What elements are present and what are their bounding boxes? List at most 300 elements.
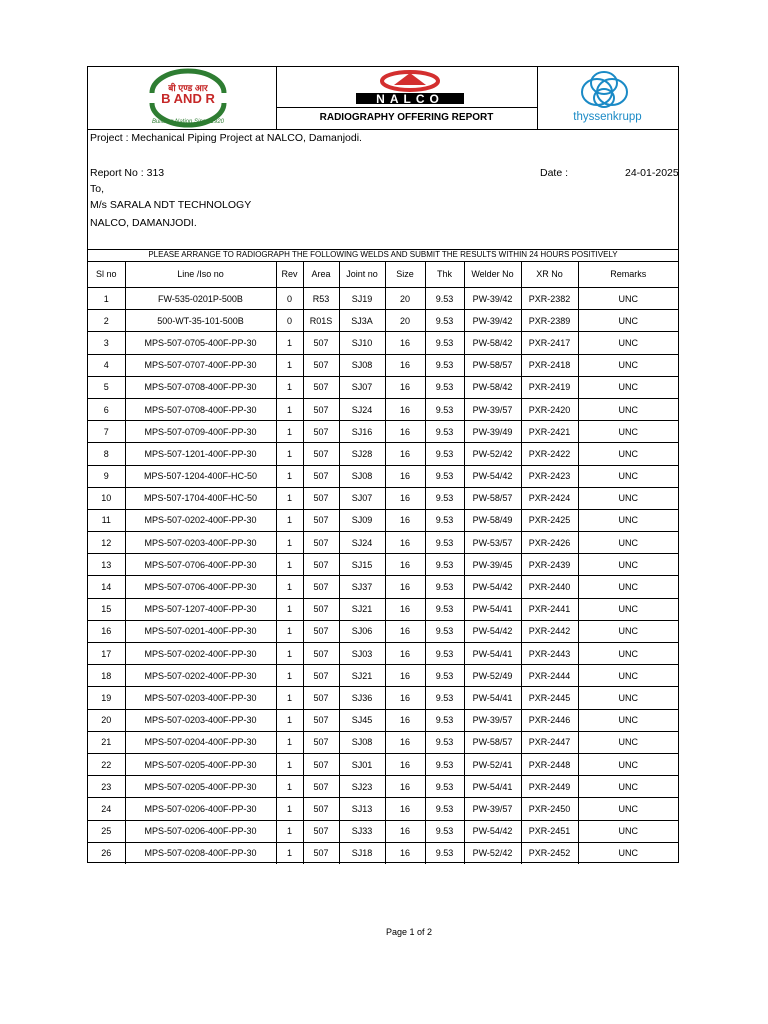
table-cell: PW-58/57 — [464, 487, 521, 509]
table-row — [88, 753, 678, 775]
table-row — [88, 443, 678, 465]
table-cell: 507 — [303, 576, 339, 598]
report-number: Report No : 313 — [90, 167, 165, 179]
table-cell: 9 — [88, 465, 125, 487]
table-cell: MPS-507-0205-400F-PP-30 — [125, 776, 276, 798]
table-cell: 9.53 — [425, 842, 464, 864]
table-cell: SJ16 — [339, 421, 385, 443]
table-cell: 3 — [88, 332, 125, 354]
table-cell: 1 — [276, 509, 303, 531]
table-cell: 16 — [385, 709, 425, 731]
table-cell: MPS-507-0204-400F-PP-30 — [125, 731, 276, 753]
table-cell: UNC — [578, 842, 678, 864]
table-cell: SJ08 — [339, 354, 385, 376]
project-line: Project : Mechanical Piping Project at NALCO, Damanjodi. — [90, 132, 362, 144]
table-row — [88, 376, 678, 398]
table-cell: 507 — [303, 753, 339, 775]
table-cell: PXR-2419 — [521, 376, 578, 398]
table-cell: 16 — [88, 620, 125, 642]
table-cell: SJ33 — [339, 820, 385, 842]
table-row — [88, 643, 678, 665]
table-cell: 507 — [303, 598, 339, 620]
table-cell: PXR-2417 — [521, 332, 578, 354]
table-cell: SJ10 — [339, 332, 385, 354]
table-row — [88, 332, 678, 354]
table-row — [88, 842, 678, 864]
table-cell: 9.53 — [425, 620, 464, 642]
table-cell: 16 — [385, 532, 425, 554]
table-cell: MPS-507-0709-400F-PP-30 — [125, 421, 276, 443]
table-cell: 1 — [276, 354, 303, 376]
table-cell: 1 — [276, 643, 303, 665]
table-cell: 9.53 — [425, 487, 464, 509]
table-cell: PXR-2382 — [521, 288, 578, 310]
table-cell: SJ06 — [339, 620, 385, 642]
table-row — [88, 820, 678, 842]
table-cell: 4 — [88, 354, 125, 376]
table-cell: 507 — [303, 842, 339, 864]
table-cell: PW-39/42 — [464, 310, 521, 332]
report-sheet — [87, 66, 679, 863]
table-row — [88, 709, 678, 731]
table-cell: MPS-507-0708-400F-PP-30 — [125, 398, 276, 420]
table-cell: 507 — [303, 443, 339, 465]
table-cell: 12 — [88, 532, 125, 554]
table-cell: 507 — [303, 465, 339, 487]
table-cell: PW-58/57 — [464, 731, 521, 753]
table-cell: 16 — [385, 332, 425, 354]
table-row — [88, 310, 678, 332]
table-cell: PW-39/57 — [464, 398, 521, 420]
table-cell: MPS-507-1204-400F-HC-50 — [125, 465, 276, 487]
table-cell: MPS-507-0203-400F-PP-30 — [125, 687, 276, 709]
table-cell: 1 — [276, 709, 303, 731]
table-cell: SJ28 — [339, 443, 385, 465]
table-cell: SJ08 — [339, 465, 385, 487]
table-cell: 507 — [303, 398, 339, 420]
table-cell: 24 — [88, 798, 125, 820]
table-cell: R53 — [303, 288, 339, 310]
bandr-hindi: बी एण्ड आर — [168, 83, 208, 93]
table-cell: 1 — [276, 598, 303, 620]
table-cell: SJ21 — [339, 598, 385, 620]
table-cell: MPS-507-0202-400F-PP-30 — [125, 509, 276, 531]
table-cell: 15 — [88, 598, 125, 620]
bandr-logo-cell — [88, 67, 277, 129]
table-cell: 9.53 — [425, 709, 464, 731]
table-cell: UNC — [578, 776, 678, 798]
address: NALCO, DAMANJODI. — [90, 217, 197, 229]
table-cell: PXR-2446 — [521, 709, 578, 731]
table-cell: 1 — [276, 798, 303, 820]
table-cell: UNC — [578, 443, 678, 465]
table-cell: 19 — [88, 687, 125, 709]
table-cell: UNC — [578, 310, 678, 332]
table-cell: 1 — [276, 421, 303, 443]
table-cell: 20 — [385, 310, 425, 332]
table-cell: SJ3A — [339, 310, 385, 332]
table-cell: 9.53 — [425, 753, 464, 775]
table-cell: PW-58/42 — [464, 332, 521, 354]
table-cell: 500-WT-35-101-500B — [125, 310, 276, 332]
table-cell: R01S — [303, 310, 339, 332]
table-cell: SJ36 — [339, 687, 385, 709]
table-row — [88, 576, 678, 598]
table-cell: PW-54/41 — [464, 643, 521, 665]
table-cell: MPS-507-0706-400F-PP-30 — [125, 554, 276, 576]
table-cell: PXR-2422 — [521, 443, 578, 465]
table-cell: PW-54/41 — [464, 776, 521, 798]
table-cell: 16 — [385, 776, 425, 798]
column-header: Area — [303, 261, 339, 288]
table-cell: 507 — [303, 687, 339, 709]
table-cell: 1 — [276, 665, 303, 687]
table-cell: 8 — [88, 443, 125, 465]
table-cell: 1 — [276, 776, 303, 798]
to-line: To, — [90, 183, 105, 195]
table-row — [88, 731, 678, 753]
table-cell: 16 — [385, 820, 425, 842]
column-header: XR No — [521, 261, 578, 288]
table-cell: PXR-2421 — [521, 421, 578, 443]
table-cell: PW-53/57 — [464, 532, 521, 554]
table-cell: 507 — [303, 332, 339, 354]
table-cell: PXR-2444 — [521, 665, 578, 687]
table-cell: 1 — [88, 288, 125, 310]
table-cell: PW-52/42 — [464, 443, 521, 465]
table-cell: SJ24 — [339, 398, 385, 420]
table-cell: 1 — [276, 376, 303, 398]
table-cell: SJ21 — [339, 665, 385, 687]
table-row — [88, 776, 678, 798]
table-cell: SJ19 — [339, 288, 385, 310]
table-cell: 9.53 — [425, 465, 464, 487]
table-cell: SJ37 — [339, 576, 385, 598]
table-cell: 16 — [385, 842, 425, 864]
table-cell: MPS-507-0203-400F-PP-30 — [125, 709, 276, 731]
table-cell: 507 — [303, 643, 339, 665]
table-cell: UNC — [578, 376, 678, 398]
table-row — [88, 421, 678, 443]
table-cell: 20 — [88, 709, 125, 731]
table-cell: 16 — [385, 643, 425, 665]
table-cell: UNC — [578, 465, 678, 487]
nalco-logo-text: NALCO — [376, 92, 444, 106]
table-cell: PXR-2450 — [521, 798, 578, 820]
title-cell — [276, 67, 538, 129]
table-cell: MPS-507-0208-400F-PP-30 — [125, 842, 276, 864]
table-cell: 9.53 — [425, 509, 464, 531]
table-cell: UNC — [578, 687, 678, 709]
table-cell: PW-54/41 — [464, 598, 521, 620]
table-cell: UNC — [578, 731, 678, 753]
table-cell: 1 — [276, 620, 303, 642]
thyssenkrupp-name: thyssenkrupp — [573, 111, 642, 123]
column-header: Rev — [276, 261, 303, 288]
table-cell: 16 — [385, 798, 425, 820]
table-cell: 1 — [276, 753, 303, 775]
table-cell: UNC — [578, 665, 678, 687]
table-cell: 9.53 — [425, 820, 464, 842]
date-value: 24-01-2025 — [625, 167, 679, 179]
table-cell: PW-39/57 — [464, 709, 521, 731]
report-info — [88, 129, 678, 250]
table-cell: 1 — [276, 842, 303, 864]
table-cell: 1 — [276, 687, 303, 709]
thyssenkrupp-logo — [537, 67, 678, 111]
table-cell: 9.53 — [425, 532, 464, 554]
table-cell: PXR-2389 — [521, 310, 578, 332]
table-cell: UNC — [578, 798, 678, 820]
table-cell: MPS-507-0206-400F-PP-30 — [125, 820, 276, 842]
table-cell: 16 — [385, 731, 425, 753]
column-header: Line /Iso no — [125, 261, 276, 288]
table-cell: UNC — [578, 753, 678, 775]
table-cell: MPS-507-0707-400F-PP-30 — [125, 354, 276, 376]
table-cell: 507 — [303, 532, 339, 554]
table-cell: UNC — [578, 487, 678, 509]
table-cell: PXR-2452 — [521, 842, 578, 864]
table-cell: 507 — [303, 665, 339, 687]
table-cell: PW-58/57 — [464, 354, 521, 376]
table-cell: UNC — [578, 532, 678, 554]
table-cell: 20 — [385, 288, 425, 310]
table-cell: PXR-2441 — [521, 598, 578, 620]
table-cell: 1 — [276, 487, 303, 509]
nalco-logo — [276, 67, 537, 107]
table-cell: SJ13 — [339, 798, 385, 820]
table-cell: MPS-507-0708-400F-PP-30 — [125, 376, 276, 398]
table-cell: UNC — [578, 332, 678, 354]
table-cell: PW-52/41 — [464, 753, 521, 775]
table-cell: 1 — [276, 398, 303, 420]
table-row — [88, 288, 678, 310]
table-cell: 1 — [276, 465, 303, 487]
table-cell: PXR-2440 — [521, 576, 578, 598]
table-cell: 0 — [276, 288, 303, 310]
table-cell: UNC — [578, 354, 678, 376]
table-cell: 507 — [303, 509, 339, 531]
table-cell: 16 — [385, 509, 425, 531]
table-row — [88, 465, 678, 487]
table-cell: MPS-507-1704-400F-HC-50 — [125, 487, 276, 509]
table-cell: SJ01 — [339, 753, 385, 775]
table-cell: PXR-2420 — [521, 398, 578, 420]
table-cell: SJ07 — [339, 487, 385, 509]
table-row — [88, 398, 678, 420]
table-cell: 9.53 — [425, 576, 464, 598]
table-cell: 16 — [385, 598, 425, 620]
table-cell: PW-54/42 — [464, 576, 521, 598]
table-cell: 1 — [276, 554, 303, 576]
table-cell: 9.53 — [425, 687, 464, 709]
table-cell: 16 — [385, 354, 425, 376]
table-cell: 9.53 — [425, 643, 464, 665]
page-number: Page 1 of 2 — [385, 927, 433, 937]
table-cell: SJ18 — [339, 842, 385, 864]
table-cell: 16 — [385, 665, 425, 687]
table-row — [88, 665, 678, 687]
table-cell: 16 — [385, 576, 425, 598]
table-cell: 507 — [303, 776, 339, 798]
table-cell: 1 — [276, 576, 303, 598]
table-cell: 0 — [276, 310, 303, 332]
table-cell: 16 — [385, 687, 425, 709]
table-cell: 2 — [88, 310, 125, 332]
table-cell: PW-52/42 — [464, 842, 521, 864]
table-cell: 6 — [88, 398, 125, 420]
table-cell: 9.53 — [425, 598, 464, 620]
table-cell: 507 — [303, 554, 339, 576]
table-cell: 507 — [303, 731, 339, 753]
table-cell: 16 — [385, 487, 425, 509]
table-cell: 11 — [88, 509, 125, 531]
table-cell: 9.53 — [425, 310, 464, 332]
table-cell: PXR-2451 — [521, 820, 578, 842]
table-cell: 16 — [385, 753, 425, 775]
table-cell: MPS-507-0206-400F-PP-30 — [125, 798, 276, 820]
table-cell: PW-54/42 — [464, 465, 521, 487]
table-cell: 9.53 — [425, 731, 464, 753]
table-row — [88, 687, 678, 709]
table-cell: 507 — [303, 820, 339, 842]
table-cell: 14 — [88, 576, 125, 598]
table-cell: 9.53 — [425, 798, 464, 820]
column-header: Size — [385, 261, 425, 288]
table-cell: SJ08 — [339, 731, 385, 753]
column-header: Sl no — [88, 261, 125, 288]
table-cell: PXR-2426 — [521, 532, 578, 554]
table-cell: SJ03 — [339, 643, 385, 665]
table-cell: UNC — [578, 398, 678, 420]
table-cell: MPS-507-0203-400F-PP-30 — [125, 532, 276, 554]
table-cell: PW-39/49 — [464, 421, 521, 443]
table-cell: 1 — [276, 731, 303, 753]
table-row — [88, 798, 678, 820]
table-row — [88, 354, 678, 376]
table-cell: PW-39/42 — [464, 288, 521, 310]
table-cell: MPS-507-1207-400F-PP-30 — [125, 598, 276, 620]
table-cell: UNC — [578, 620, 678, 642]
table-cell: 16 — [385, 465, 425, 487]
table-cell: 9.53 — [425, 665, 464, 687]
bandr-name: B AND R — [161, 91, 215, 106]
table-cell: PXR-2418 — [521, 354, 578, 376]
table-cell: 9.53 — [425, 443, 464, 465]
table-cell: UNC — [578, 709, 678, 731]
table-cell: 5 — [88, 376, 125, 398]
column-header: Remarks — [578, 261, 678, 288]
table-row — [88, 554, 678, 576]
table-cell: 16 — [385, 443, 425, 465]
table-cell: 9.53 — [425, 421, 464, 443]
table-cell: 13 — [88, 554, 125, 576]
addressee: M/s SARALA NDT TECHNOLOGY — [90, 199, 252, 211]
table-cell: 26 — [88, 842, 125, 864]
table-cell: SJ24 — [339, 532, 385, 554]
table-row — [88, 598, 678, 620]
bandr-motto: Building Nation Since 1920 — [151, 119, 225, 125]
table-cell: PXR-2425 — [521, 509, 578, 531]
table-cell: UNC — [578, 509, 678, 531]
table-header-row — [88, 261, 678, 288]
table-cell: 507 — [303, 620, 339, 642]
table-row — [88, 620, 678, 642]
table-cell: MPS-507-0706-400F-PP-30 — [125, 576, 276, 598]
table-cell: MPS-507-0705-400F-PP-30 — [125, 332, 276, 354]
table-cell: PXR-2447 — [521, 731, 578, 753]
table-cell: 7 — [88, 421, 125, 443]
table-row — [88, 487, 678, 509]
table-cell: 10 — [88, 487, 125, 509]
table-cell: UNC — [578, 598, 678, 620]
table-cell: 9.53 — [425, 776, 464, 798]
table-cell: PW-39/45 — [464, 554, 521, 576]
table-cell: 25 — [88, 820, 125, 842]
table-cell: 9.53 — [425, 398, 464, 420]
table-cell: 507 — [303, 487, 339, 509]
report-title: RADIOGRAPHY OFFERING REPORT — [276, 107, 537, 130]
table-cell: PW-54/42 — [464, 620, 521, 642]
table-cell: UNC — [578, 576, 678, 598]
table-cell: PW-52/49 — [464, 665, 521, 687]
column-header: Thk — [425, 261, 464, 288]
column-header: Joint no — [339, 261, 385, 288]
table-cell: SJ07 — [339, 376, 385, 398]
table-cell: 21 — [88, 731, 125, 753]
table-cell: MPS-507-1201-400F-PP-30 — [125, 443, 276, 465]
table-cell: 16 — [385, 620, 425, 642]
table-cell: 16 — [385, 421, 425, 443]
table-cell: 9.53 — [425, 288, 464, 310]
table-cell: MPS-507-0205-400F-PP-30 — [125, 753, 276, 775]
table-cell: 9.53 — [425, 332, 464, 354]
table-cell: SJ09 — [339, 509, 385, 531]
date-label: Date : — [540, 167, 569, 179]
table-cell: PXR-2439 — [521, 554, 578, 576]
table-cell: UNC — [578, 820, 678, 842]
table-row — [88, 509, 678, 531]
table-cell: 1 — [276, 532, 303, 554]
table-cell: MPS-507-0201-400F-PP-30 — [125, 620, 276, 642]
table-cell: 9.53 — [425, 554, 464, 576]
table-cell: UNC — [578, 554, 678, 576]
table-cell: 507 — [303, 376, 339, 398]
table-cell: 16 — [385, 554, 425, 576]
table-cell: 507 — [303, 798, 339, 820]
table-cell: PXR-2449 — [521, 776, 578, 798]
table-cell: PXR-2442 — [521, 620, 578, 642]
table-cell: 17 — [88, 643, 125, 665]
table-cell: 1 — [276, 820, 303, 842]
table-cell: PXR-2424 — [521, 487, 578, 509]
table-cell: PXR-2443 — [521, 643, 578, 665]
table-cell: 22 — [88, 753, 125, 775]
table-cell: 9.53 — [425, 354, 464, 376]
table-cell: PW-54/41 — [464, 687, 521, 709]
table-cell: 9.53 — [425, 376, 464, 398]
table-cell: PXR-2448 — [521, 753, 578, 775]
table-cell: 16 — [385, 376, 425, 398]
table-cell: 1 — [276, 443, 303, 465]
table-cell: PXR-2445 — [521, 687, 578, 709]
table-cell: MPS-507-0202-400F-PP-30 — [125, 665, 276, 687]
table-cell: PXR-2423 — [521, 465, 578, 487]
report-header — [88, 67, 678, 130]
table-cell: 507 — [303, 421, 339, 443]
instruction-notice: PLEASE ARRANGE TO RADIOGRAPH THE FOLLOWING WELDS AND SUBMIT THE RESULTS WITHIN 24 HOURS POSITIVELY — [88, 249, 678, 262]
table-cell: FW-535-0201P-500B — [125, 288, 276, 310]
